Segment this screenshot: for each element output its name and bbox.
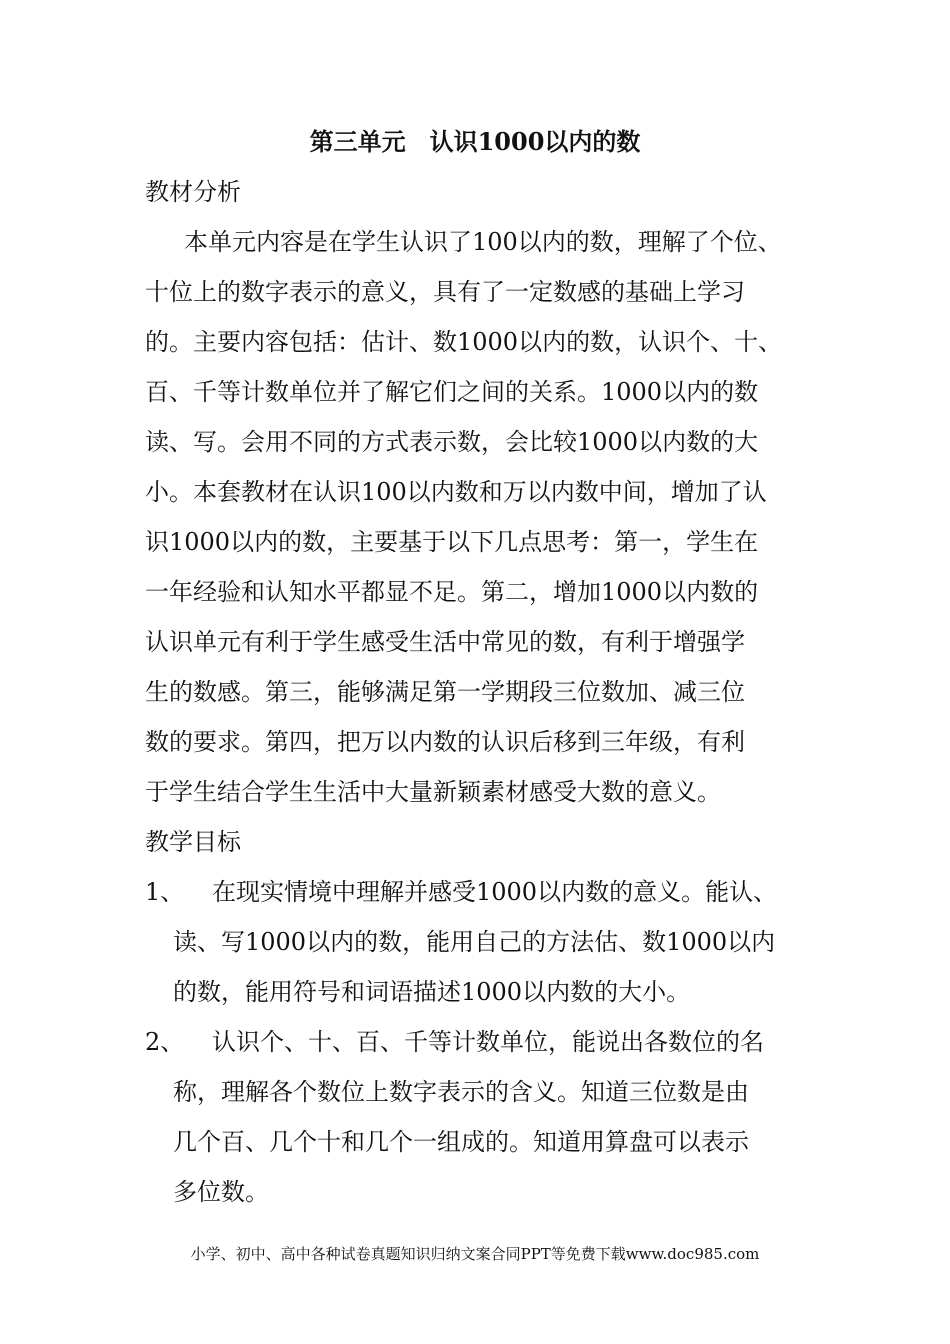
paragraph-line: 认识单元有利于学生感受生活中常见的数，有利于增强学 [145, 628, 745, 656]
section-heading-goals: 教学目标 [145, 828, 241, 856]
list-item-line: 称，理解各个数位上数字表示的含义。知道三位数是由 [173, 1078, 749, 1106]
list-item-number: 1、 [145, 878, 185, 906]
paragraph-line: 一年经验和认知水平都显不足。第二，增加1000以内数的 [145, 578, 759, 606]
paragraph-line: 数的要求。第四，把万以内数的认识后移到三年级，有利 [145, 728, 745, 756]
paragraph-line: 于学生结合学生生活中大量新颖素材感受大数的意义。 [145, 778, 721, 806]
section-heading-materials: 教材分析 [145, 178, 241, 206]
paragraph-line: 小。本套教材在认识100以内数和万以内数中间，增加了认 [145, 478, 767, 506]
paragraph-line: 读、写。会用不同的方式表示数，会比较1000以内数的大 [145, 428, 759, 456]
list-item-line: 多位数。 [173, 1178, 269, 1206]
paragraph-line: 百、千等计数单位并了解它们之间的关系。1000以内的数 [145, 378, 759, 406]
list-item-line: 认识个、十、百、千等计数单位，能说出各数位的名 [212, 1028, 764, 1056]
list-item-number: 2、 [145, 1028, 185, 1056]
page-footer: 小学、初中、高中各种试卷真题知识归纳文案合同PPT等免费下载www.doc985.com [190, 1245, 760, 1263]
list-item-line: 在现实情境中理解并感受1000以内数的意义。能认、 [212, 878, 778, 906]
paragraph-line: 本单元内容是在学生认识了100以内的数，理解了个位、 [184, 228, 782, 256]
list-item-line: 读、写1000以内的数，能用自己的方法估、数1000以内 [173, 928, 776, 956]
page-title: 第三单元 认识1000以内的数 [309, 127, 641, 156]
paragraph-line: 识1000以内的数，主要基于以下几点思考：第一，学生在 [145, 528, 759, 556]
list-item-line: 的数，能用符号和词语描述1000以内数的大小。 [173, 978, 691, 1006]
paragraph-line: 生的数感。第三，能够满足第一学期段三位数加、减三位 [145, 678, 745, 706]
paragraph-line: 的。主要内容包括：估计、数1000以内的数，认识个、十、 [145, 328, 783, 356]
list-item-line: 几个百、几个十和几个一组成的。知道用算盘可以表示 [173, 1128, 749, 1156]
paragraph-line: 十位上的数字表示的意义，具有了一定数感的基础上学习 [145, 278, 745, 306]
